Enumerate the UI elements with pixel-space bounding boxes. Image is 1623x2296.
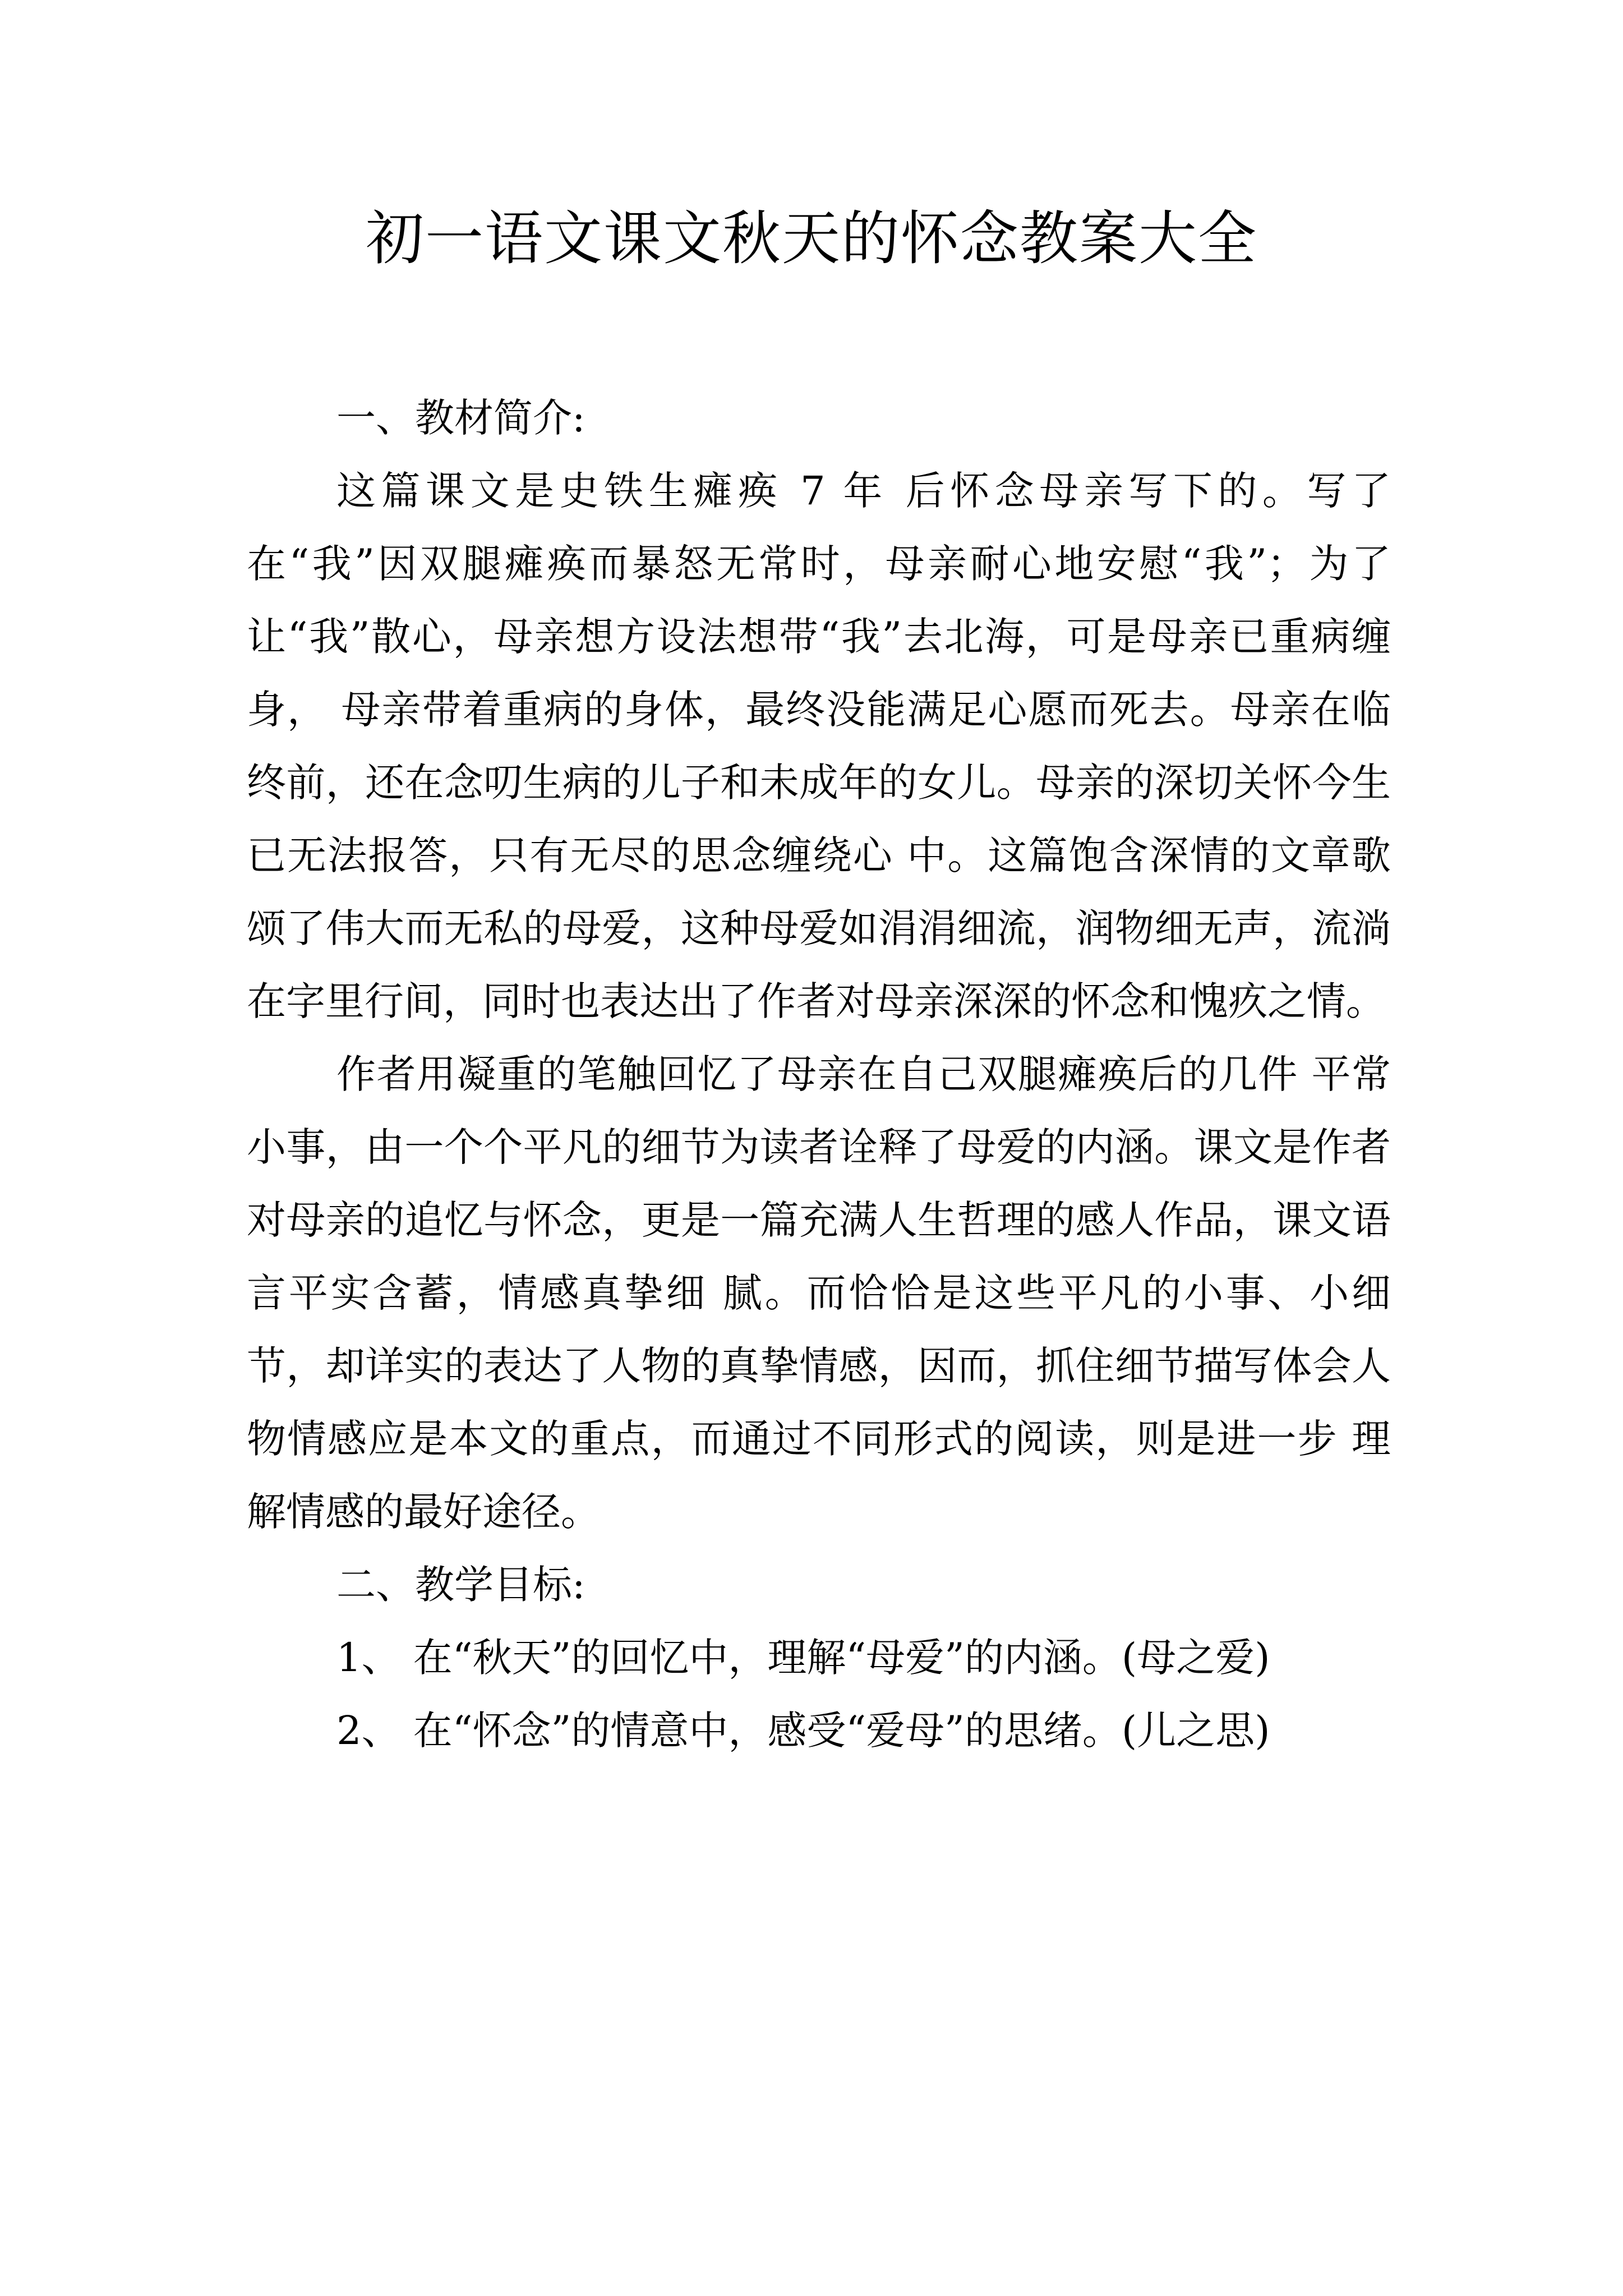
section-heading-textbook-intro: 一、教材简介: [336,395,585,441]
document-body [247,381,1391,1767]
paragraph-intro: 这篇课文是史铁生瘫痪 7 年 后怀念母亲写下的。写了在“我”因双腿瘫痪而暴怒无常时，母亲耐心地安慰“我”；为了让“我”散心，母亲想方设法想带“我”去北海，可是母亲已重病缠身， 母亲带着重病的身体，最终没能满足心愿而死去。母亲在临终前，还在念叨生病的儿子和未成年的女儿。母亲的深切关怀今生已无法报答，只有无尽的思念缠绕心 中。这篇饱含深情的文章歌颂了伟大而无私的母爱，这种母爱如涓涓细流，润物细无声，流淌在字里行间，同时也表达出了作者对母亲深深的怀念和愧疚之情。 [247,468,1391,1024]
section-heading-teaching-goals: 二、教学目标: [336,1562,585,1608]
document-title: 初一语文课文秋天的怀念教案大全 [365,204,1257,273]
goal-item-1: 1、 在“秋天”的回忆中，理解“母爱”的内涵。(母之爱) [336,1635,1270,1681]
goal-item-2: 2、 在“怀念”的情意中，感受“爱母”的思绪。(儿之思) [336,1708,1270,1754]
paragraph-analysis: 作者用凝重的笔触回忆了母亲在自己双腿瘫痪后的几件 平常小事，由一个个平凡的细节为读者诠释了母爱的内涵。课文是作者对母亲的追忆与怀念，更是一篇充满人生哲理的感人作品，课文语言平实含蓄，情感真挚细 腻。而恰恰是这些平凡的小事、小细节，却详实的表达了人物的真挚情感，因而，抓住细节描写体会人物情感应是本文的重点，而通过不同形式的阅读，则是进一步 理解情感的最好途径。 [247,1051,1391,1535]
